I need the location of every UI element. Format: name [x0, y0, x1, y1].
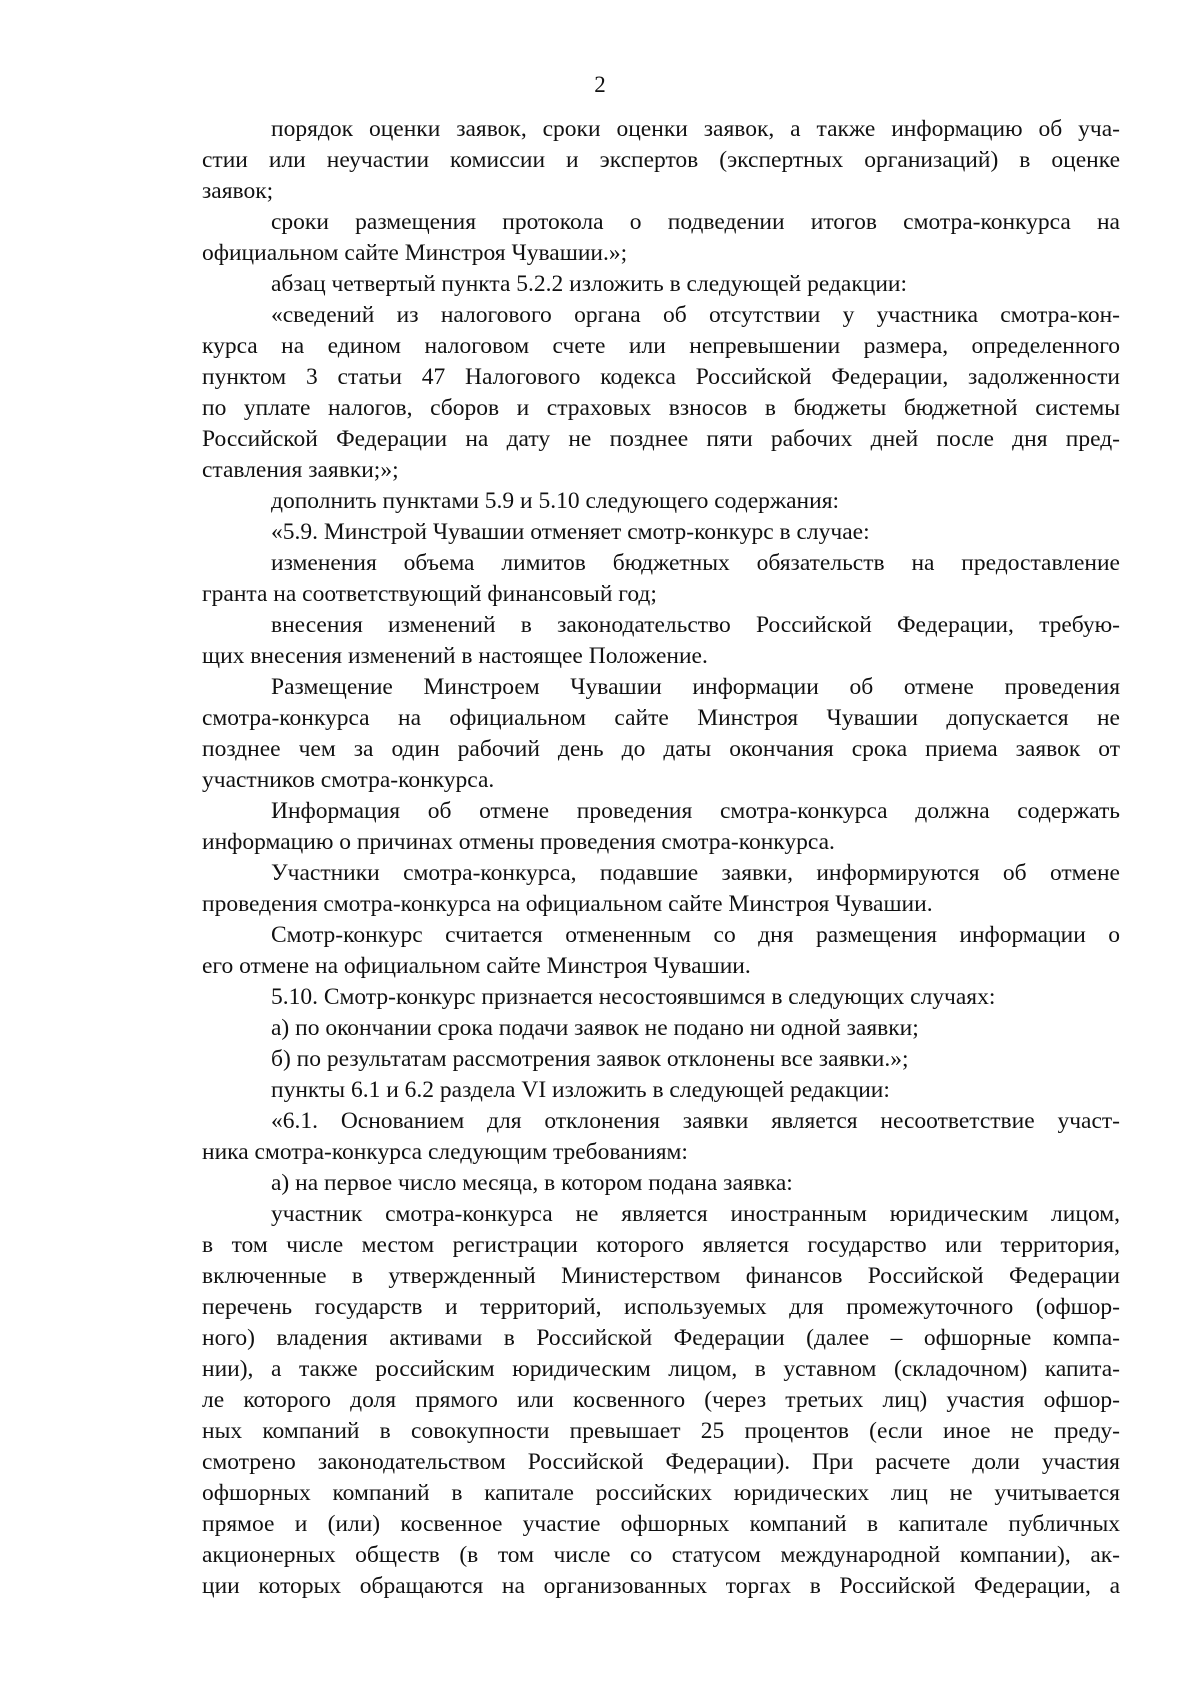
text-line: «5.9. Минстрой Чувашии отменяет смотр-конкурс в случае:	[271, 519, 870, 545]
page-number: 2	[594, 72, 606, 97]
text-line: ле которого доля прямого или косвенного (через третьих лиц) участия офшор-	[202, 1387, 1120, 1413]
text-line: гранта на соответствующий финансовый год;	[202, 581, 657, 607]
text-line: его отмене на официальном сайте Минстроя Чувашии.	[202, 953, 751, 979]
text-line: Участники смотра-конкурса, подавшие заявки, информируются об отмене	[271, 860, 1120, 886]
text-line: а) по окончании срока подачи заявок не подано ни одной заявки;	[271, 1015, 919, 1041]
text-line: ных компаний в совокупности превышает 25 процентов (если иное не преду-	[202, 1418, 1120, 1444]
text-line: проведения смотра-конкурса на официальном сайте Минстроя Чувашии.	[202, 891, 933, 917]
text-line: внесения изменений в законодательство Российской Федерации, требую-	[271, 612, 1120, 638]
text-line: «6.1. Основанием для отклонения заявки является несоответствие участ-	[271, 1108, 1120, 1134]
text-line: офшорных компаний в капитале российских юридических лиц не учитывается	[202, 1480, 1120, 1506]
text-line: акционерных обществ (в том числе со статусом международной компании), ак-	[202, 1542, 1120, 1568]
text-line: ника смотра-конкурса следующим требованиям:	[202, 1139, 688, 1165]
text-line: абзац четвертый пункта 5.2.2 изложить в следующей редакции:	[271, 271, 908, 297]
text-line: сроки размещения протокола о подведении итогов смотра-конкурса на	[271, 209, 1120, 235]
text-line: нии), а также российским юридическим лицом, в уставном (складочном) капита-	[202, 1356, 1120, 1382]
text-line: Информация об отмене проведения смотра-конкурса должна содержать	[271, 798, 1120, 824]
text-line: пункты 6.1 и 6.2 раздела VI изложить в следующей редакции:	[271, 1077, 890, 1103]
text-line: включенные в утвержденный Министерством финансов Российской Федерации	[202, 1263, 1120, 1289]
document-body	[202, 114, 1120, 1602]
text-line: заявок;	[202, 178, 274, 204]
text-line: смотра-конкурса на официальном сайте Минстроя Чувашии допускается не	[202, 705, 1120, 731]
text-line: перечень государств и территорий, используемых для промежуточного (офшор-	[202, 1294, 1120, 1320]
text-line: официальном сайте Минстроя Чувашии.»;	[202, 240, 628, 266]
text-line: участник смотра-конкурса не является иностранным юридическим лицом,	[271, 1201, 1120, 1227]
text-line: ного) владения активами в Российской Федерации (далее – офшорные компа-	[202, 1325, 1120, 1351]
text-line: щих внесения изменений в настоящее Положение.	[202, 643, 708, 669]
text-line: участников смотра-конкурса.	[202, 767, 495, 793]
text-line: Смотр-конкурс считается отмененным со дня размещения информации о	[271, 922, 1120, 948]
text-line: стии или неучастии комиссии и экспертов (экспертных организаций) в оценке	[202, 147, 1120, 173]
text-line: Размещение Минстроем Чувашии информации об отмене проведения	[271, 674, 1120, 700]
text-line: а) на первое число месяца, в котором подана заявка:	[271, 1170, 793, 1196]
text-line: ции которых обращаются на организованных торгах в Российской Федерации, а	[202, 1573, 1120, 1599]
text-line: порядок оценки заявок, сроки оценки заявок, а также информацию об уча-	[271, 116, 1120, 142]
text-line: в том числе местом регистрации которого является государство или территория,	[202, 1232, 1120, 1258]
text-line: пунктом 3 статьи 47 Налогового кодекса Российской Федерации, задолженности	[202, 364, 1120, 390]
text-line: изменения объема лимитов бюджетных обязательств на предоставление	[271, 550, 1120, 576]
text-line: по уплате налогов, сборов и страховых взносов в бюджеты бюджетной системы	[202, 395, 1120, 421]
text-line: 5.10. Смотр-конкурс признается несостоявшимся в следующих случаях:	[271, 984, 996, 1010]
text-line: ставления заявки;»;	[202, 457, 399, 483]
text-line: б) по результатам рассмотрения заявок отклонены все заявки.»;	[271, 1046, 909, 1072]
text-line: «сведений из налогового органа об отсутствии у участника смотра-кон-	[271, 302, 1120, 328]
text-line: прямое и (или) косвенное участие офшорных компаний в капитале публичных	[202, 1511, 1120, 1537]
text-line: информацию о причинах отмены проведения смотра-конкурса.	[202, 829, 835, 855]
text-line: Российской Федерации на дату не позднее пяти рабочих дней после дня пред-	[202, 426, 1120, 452]
text-line: дополнить пунктами 5.9 и 5.10 следующего содержания:	[271, 488, 840, 514]
text-line: позднее чем за один рабочий день до даты окончания срока приема заявок от	[202, 736, 1120, 762]
text-line: смотрено законодательством Российской Федерации). При расчете доли участия	[202, 1449, 1120, 1475]
text-line: курса на едином налоговом счете или непревышении размера, определенного	[202, 333, 1120, 359]
